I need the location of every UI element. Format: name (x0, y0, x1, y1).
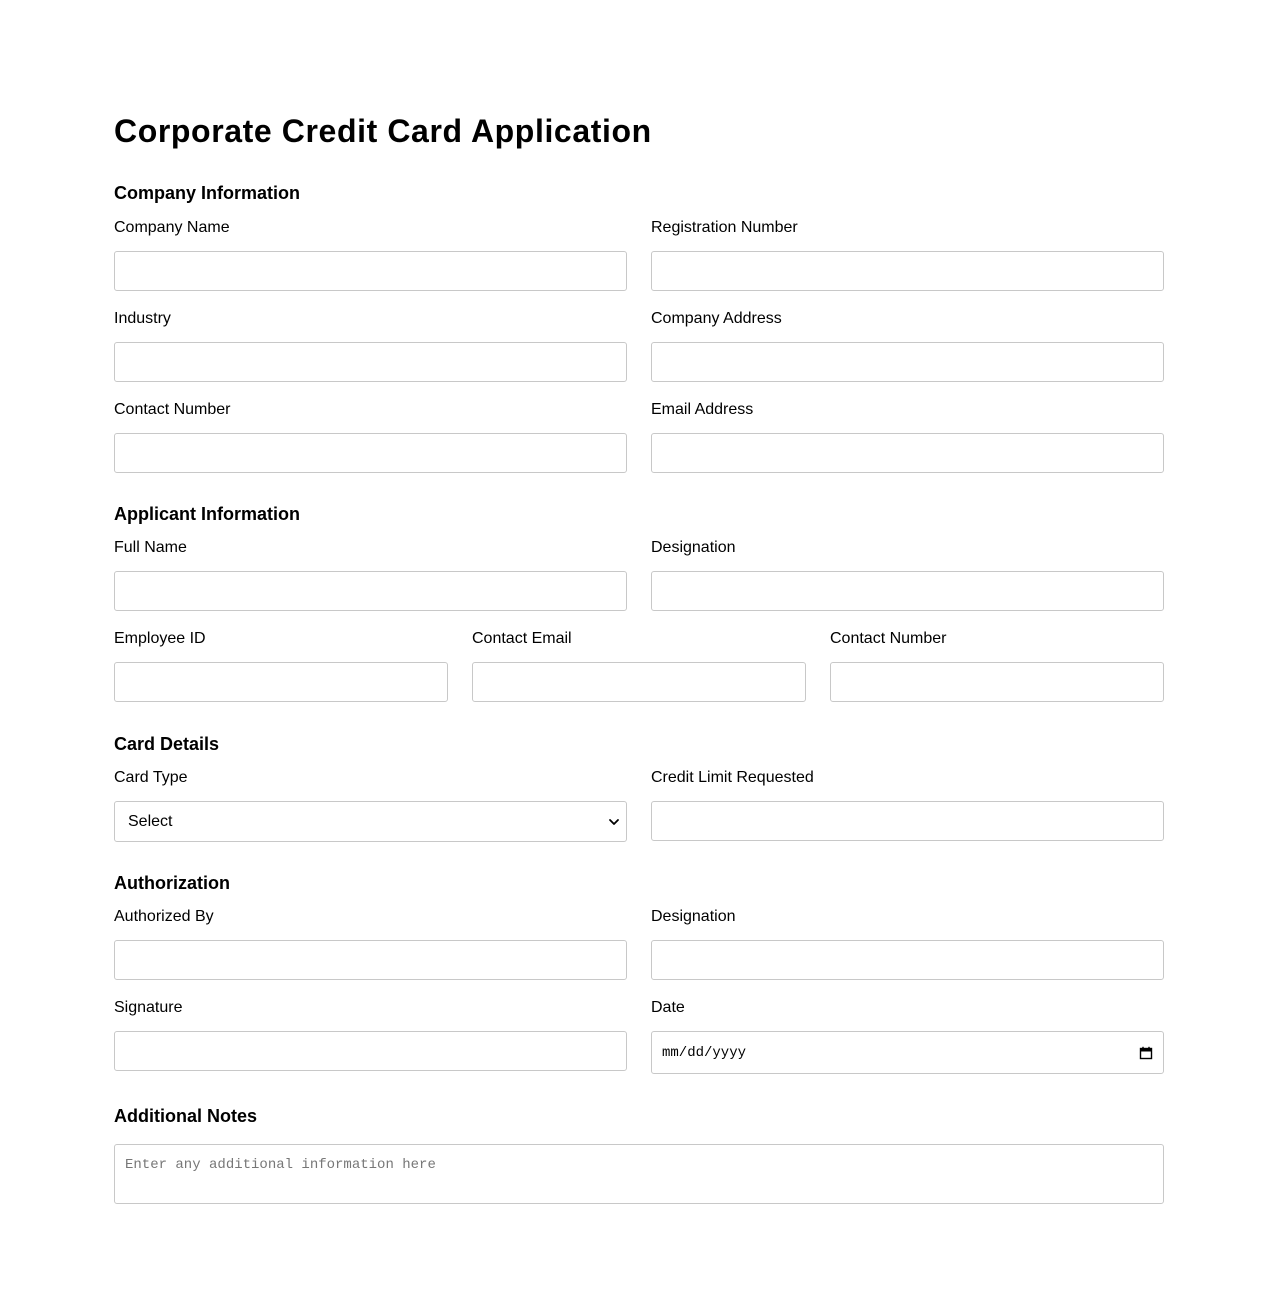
employee-id-input[interactable] (114, 662, 448, 702)
employee-id-field (114, 629, 448, 702)
credit-limit-field (651, 768, 1164, 842)
registration-number-input[interactable] (651, 251, 1164, 291)
page-title: Corporate Credit Card Application (114, 113, 652, 149)
company-address-field (651, 309, 1164, 382)
card-type-field (114, 768, 627, 842)
authorizer-designation-input[interactable] (651, 940, 1164, 980)
authorizer-designation-label: Designation (651, 908, 736, 925)
application-form (114, 112, 1164, 1209)
signature-label: Signature (114, 999, 183, 1016)
company-address-label: Company Address (651, 310, 782, 327)
company-name-label: Company Name (114, 219, 230, 236)
contact-email-input[interactable] (472, 662, 806, 702)
industry-input[interactable] (114, 342, 627, 382)
company-contact-number-label: Contact Number (114, 401, 231, 418)
contact-email-field (472, 629, 806, 702)
credit-limit-input[interactable] (651, 801, 1164, 841)
full-name-input[interactable] (114, 571, 627, 611)
industry-label: Industry (114, 310, 171, 327)
notes-wrapper (114, 1144, 1164, 1209)
date-input[interactable] (651, 1031, 1164, 1074)
authorized-by-label: Authorized By (114, 908, 214, 925)
applicant-designation-label: Designation (651, 539, 736, 556)
card-type-select[interactable] (114, 801, 627, 842)
date-field (651, 998, 1164, 1074)
applicant-contact-number-input[interactable] (830, 662, 1164, 702)
authorized-by-field (114, 907, 627, 980)
company-row-3 (114, 400, 1164, 473)
email-address-input[interactable] (651, 433, 1164, 473)
authorizer-designation-field (651, 907, 1164, 980)
applicant-row-2 (114, 629, 1164, 702)
credit-limit-label: Credit Limit Requested (651, 769, 814, 786)
chevron-down-icon (608, 816, 620, 828)
authorized-by-input[interactable] (114, 940, 627, 980)
signature-input[interactable] (114, 1031, 627, 1071)
authorization-row-2 (114, 998, 1164, 1074)
industry-field (114, 309, 627, 382)
additional-notes-textarea[interactable] (114, 1144, 1164, 1204)
applicant-contact-number-field (830, 629, 1164, 702)
registration-number-field (651, 218, 1164, 291)
company-row-1 (114, 218, 1164, 291)
card-type-label: Card Type (114, 769, 188, 786)
company-contact-number-input[interactable] (114, 433, 627, 473)
signature-field (114, 998, 627, 1074)
section-heading-additional-notes: Additional Notes (114, 1106, 257, 1126)
applicant-row-1 (114, 538, 1164, 611)
section-heading-authorization: Authorization (114, 873, 230, 893)
company-name-field (114, 218, 627, 291)
section-heading-applicant: Applicant Information (114, 504, 300, 524)
date-placeholder: mm/dd/yyyy (662, 1044, 747, 1061)
card-type-selected-value: Select (128, 812, 173, 830)
contact-email-label: Contact Email (472, 630, 572, 647)
employee-id-label: Employee ID (114, 630, 206, 647)
applicant-designation-field (651, 538, 1164, 611)
company-address-input[interactable] (651, 342, 1164, 382)
card-row-1 (114, 768, 1164, 842)
company-row-2 (114, 309, 1164, 382)
email-address-field (651, 400, 1164, 473)
section-heading-company: Company Information (114, 183, 301, 203)
full-name-label: Full Name (114, 539, 187, 556)
section-heading-card-details: Card Details (114, 734, 220, 754)
email-address-label: Email Address (651, 401, 754, 418)
company-name-input[interactable] (114, 251, 627, 291)
date-label: Date (651, 999, 685, 1016)
applicant-designation-input[interactable] (651, 571, 1164, 611)
applicant-contact-number-label: Contact Number (830, 630, 947, 647)
full-name-field (114, 538, 627, 611)
calendar-icon[interactable] (1139, 1046, 1153, 1060)
authorization-row-1 (114, 907, 1164, 980)
registration-number-label: Registration Number (651, 219, 798, 236)
company-contact-number-field (114, 400, 627, 473)
